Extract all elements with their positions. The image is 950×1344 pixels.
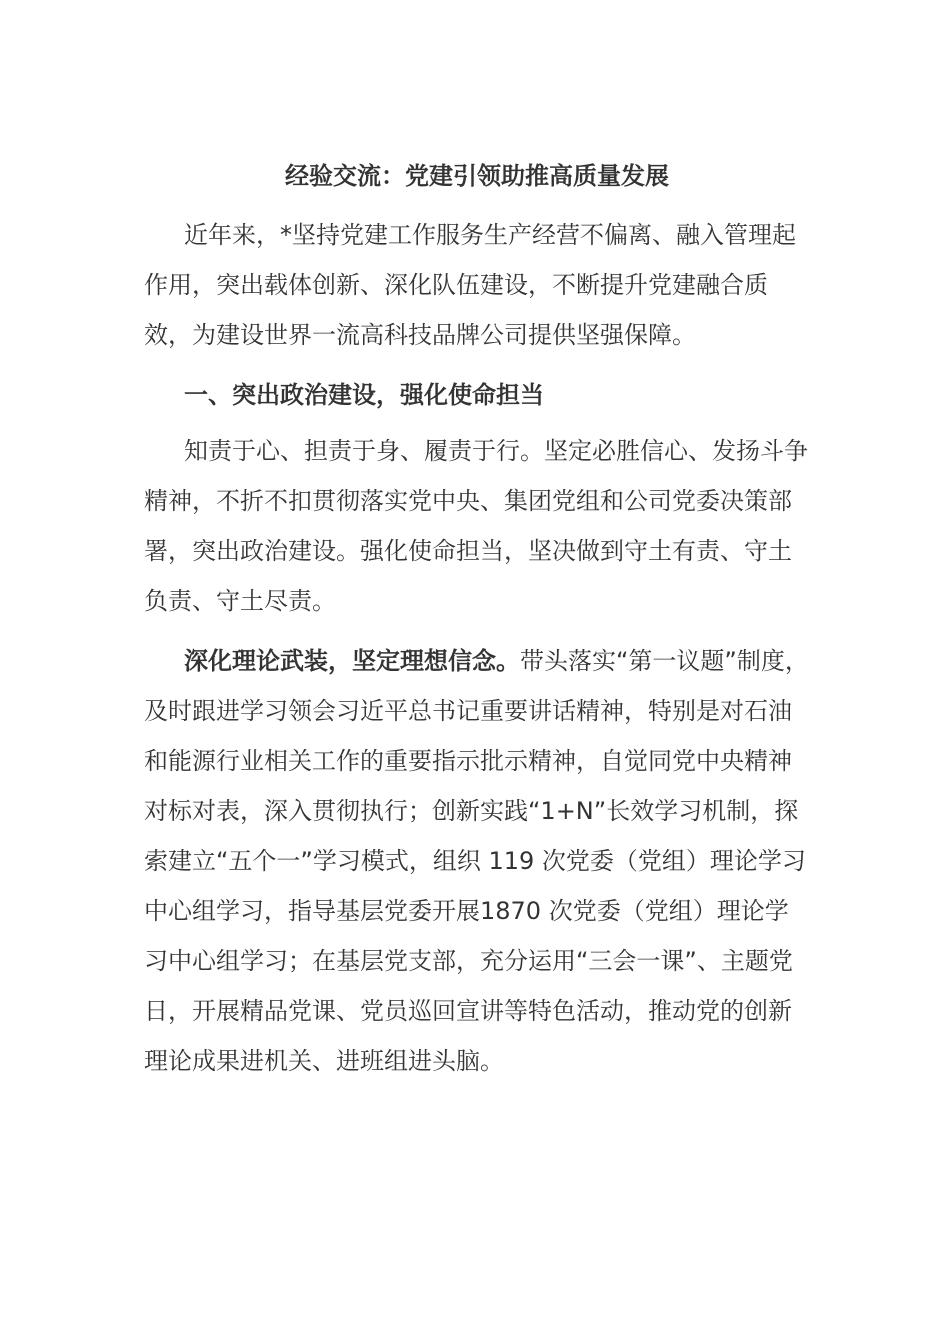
document-body — [144, 152, 810, 1086]
paragraph-lead: 深化理论武装，坚定理想信念。 — [184, 647, 520, 675]
section-paragraph-1: 知责于心、担责于身、履责于行。坚定必胜信心、发扬斗争精神，不折不扣贯彻落实党中央、集团党组和公司党委决策部署，突出政治建设。强化使命担当，坚决做到守土有责、守土负责、守土尽责。 — [144, 437, 808, 615]
section-heading: 一、突出政治建设，强化使命担当 — [184, 381, 544, 409]
intro-paragraph: 近年来，*坚持党建工作服务生产经营不偏离、融入管理起作用，突出载体创新、深化队伍建设，不断提升党建融合质效，为建设世界一流高科技品牌公司提供坚强保障。 — [144, 221, 796, 349]
section-paragraph-2 — [144, 636, 810, 1086]
document-title: 经验交流：党建引领助推高质量发展 — [285, 162, 669, 190]
paragraph-body: 带头落实“第一议题”制度，及时跟进学习领会习近平总书记重要讲话精神，特别是对石油和能源行业相关工作的重要指示批示精神，自觉同党中央精神对标对表，深入贯彻执行；创新实践“1+N”长效学习机制，探索建立“五个一”学习模式，组织 119 次党委（党组）理论学习中心组学习，指导基层党委开展1870 次党委（党组）理论学习中心组学习；在基层党支部，充分运用“三会一课”、主题党日，开展精品党课、党员巡回宣讲等特色活动，推动党的创新理论成果进机关、进班组进头脑。 — [144, 647, 809, 1075]
